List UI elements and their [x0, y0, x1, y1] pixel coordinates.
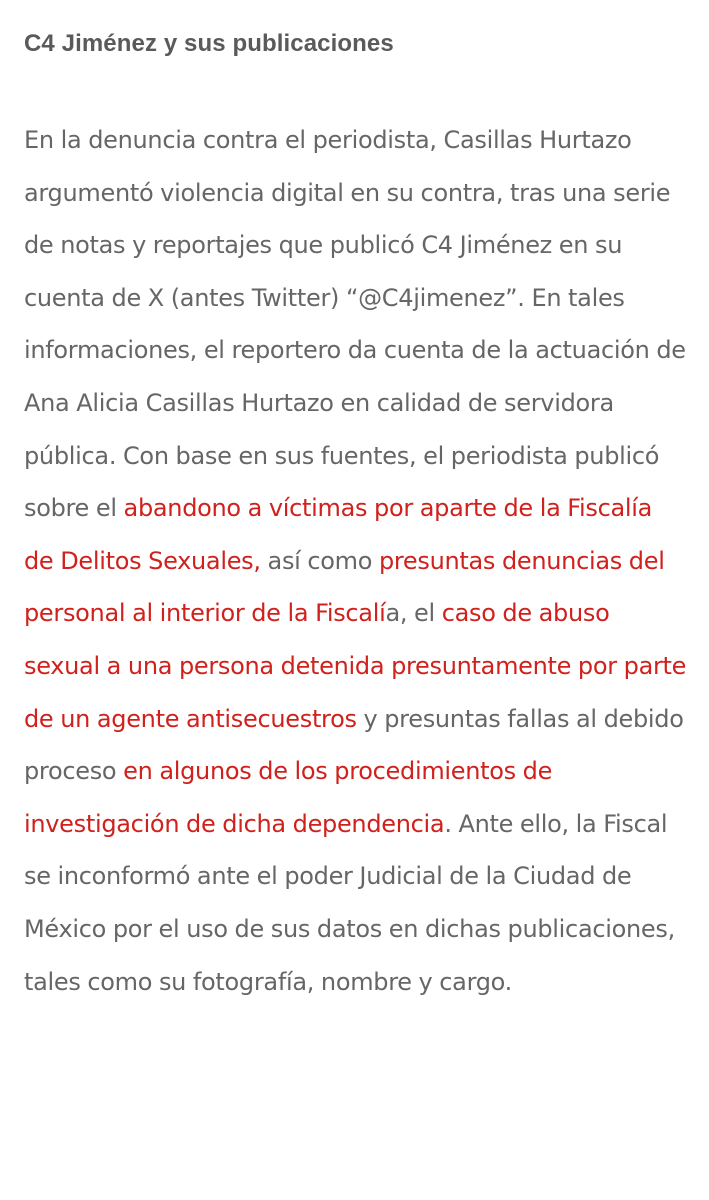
paragraph-text: así como: [260, 546, 379, 575]
paragraph-text: y presuntas fallas al debido proceso: [24, 704, 684, 786]
link-abandono-victimas[interactable]: abandono a víctimas por aparte de la Fiscalía de Delitos Sexuales,: [24, 494, 653, 575]
link-caso-abuso-sexual[interactable]: caso de abuso sexual a una persona detenida presuntamente por parte de un agente antisecuestros: [24, 599, 687, 733]
paragraph-text: En la denuncia contra el periodista, Casillas Hurtazo argumentó violencia digital en su contra, tras una serie de notas y reportajes que publicó C4 Jiménez en su cuenta de X (antes Twitter) “@C4jimenez”. En tales informaciones, el reportero da cuenta de la actuación de Ana Alicia Casillas Hurtazo en calidad de servidora pública. Con base en sus fuentes, el periodista publicó sobre el: [24, 126, 686, 523]
paragraph-text: . Ante ello, la Fiscal se inconformó ante el poder Judicial de la Ciudad de México por el uso de sus datos en dichas publicaciones, tales como su fotografía, nombre y cargo.: [24, 809, 675, 996]
article-paragraph: [24, 114, 688, 1008]
link-procedimientos-investigacion[interactable]: en algunos de los procedimientos de investigación de dicha dependencia: [24, 757, 553, 838]
link-denuncias-personal[interactable]: presuntas denuncias del personal al interior de la Fiscalí: [24, 546, 665, 628]
paragraph-text: a, el: [385, 599, 442, 628]
article-section: [24, 24, 688, 1008]
section-heading: C4 Jiménez y sus publicaciones: [24, 30, 394, 57]
